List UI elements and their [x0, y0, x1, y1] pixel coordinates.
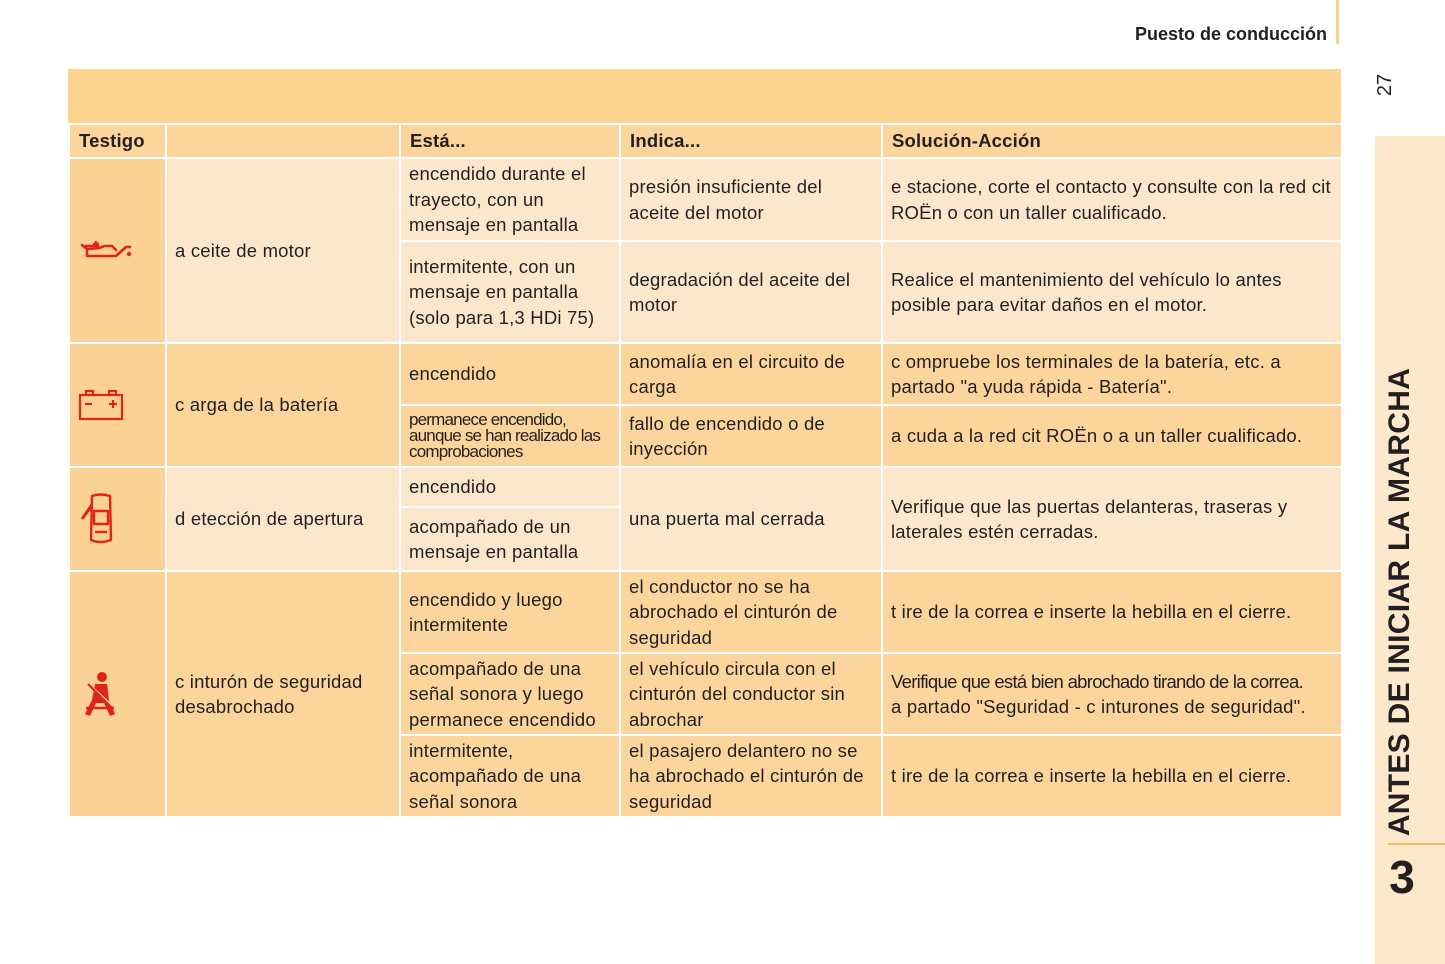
- oil-can-icon: [78, 236, 134, 266]
- door-indica: una puerta mal cerrada: [620, 467, 882, 571]
- oil-indica-2: degradación del aceite del motor: [620, 241, 882, 343]
- battery-indica-2: fallo de encendido o de inyección: [620, 405, 882, 467]
- table-row: [69, 343, 1342, 405]
- door-solucion: Verifique que las puertas delanteras, traseras y laterales estén cerradas.: [882, 467, 1342, 571]
- column-header-testigo: Testigo: [69, 124, 166, 158]
- column-header-esta: Está...: [400, 124, 620, 158]
- column-header-name: [166, 124, 400, 158]
- seatbelt-solucion-2-line-2: a partado "Seguridad - c inturones de seguridad".: [891, 696, 1306, 717]
- chapter-rule: [1388, 843, 1445, 845]
- door-esta-1: encendido: [400, 467, 620, 507]
- oil-esta-2: intermitente, con un mensaje en pantalla (solo para 1,3 HDi 75): [400, 241, 620, 343]
- oil-solucion-1: e stacione, corte el contacto y consulte con la red cit ROËn o con un taller cualificado.: [882, 158, 1342, 241]
- oil-warning-name: a ceite de motor: [166, 158, 400, 343]
- door-warning-name: d etección de apertura: [166, 467, 400, 571]
- seatbelt-solucion-1: t ire de la correa e inserte la hebilla en el cierre.: [882, 571, 1342, 653]
- seatbelt-solucion-2-line-1: Verifique que está bien abrochado tirando de la correa.: [891, 670, 1303, 692]
- seatbelt-indica-2: el vehículo circula con el cinturón del conductor sin abrochar: [620, 653, 882, 735]
- section-title: Puesto de conducción: [1134, 24, 1327, 44]
- table-row: [69, 571, 1342, 653]
- battery-warning-name: c arga de la batería: [166, 343, 400, 467]
- seatbelt-indica-1: el conductor no se ha abrochado el cinturón de seguridad: [620, 571, 882, 653]
- seatbelt-solucion-3: t ire de la correa e inserte la hebilla en el cierre.: [882, 735, 1342, 817]
- table-row: [69, 467, 1342, 507]
- seatbelt-warning-cell: [69, 571, 166, 817]
- table-top-band: [68, 69, 1341, 123]
- seatbelt-esta-2: acompañado de una señal sonora y luego permanece encendido: [400, 653, 620, 735]
- battery-esta-2: permanece encendido, aunque se han realizado las comprobaciones: [400, 405, 620, 467]
- seatbelt-indica-3: el pasajero delantero no se ha abrochado el cinturón de seguridad: [620, 735, 882, 817]
- battery-warning-cell: [69, 343, 166, 467]
- seat-belt-icon: [78, 670, 122, 718]
- seatbelt-solucion-2: [882, 653, 1342, 735]
- column-header-solucion: Solución-Acción: [882, 124, 1342, 158]
- seatbelt-esta-3: intermitente, acompañado de una señal sonora: [400, 735, 620, 817]
- battery-indica-1: anomalía en el circuito de carga: [620, 343, 882, 405]
- chapter-number: 3: [1389, 851, 1415, 903]
- table-header-row: [69, 124, 1342, 158]
- oil-esta-1: encendido durante el trayecto, con un mensaje en pantalla: [400, 158, 620, 241]
- warning-lights-table: [68, 123, 1343, 818]
- column-header-indica: Indica...: [620, 124, 882, 158]
- battery-icon: [78, 389, 124, 421]
- chapter-title: ANTES DE INICIAR LA MARCHA: [1383, 367, 1416, 837]
- battery-esta-1: encendido: [400, 343, 620, 405]
- header-rule: [1336, 0, 1339, 44]
- battery-solucion-2: a cuda a la red cit ROËn o a un taller cualificado.: [882, 405, 1342, 467]
- oil-indica-1: presión insuficiente del aceite del motor: [620, 158, 882, 241]
- battery-solucion-1: c ompruebe los terminales de la batería, etc. a partado "a yuda rápida - Batería".: [882, 343, 1342, 405]
- door-esta-2: acompañado de un mensaje en pantalla: [400, 507, 620, 571]
- oil-warning-cell: [69, 158, 166, 343]
- open-door-icon: [78, 492, 118, 546]
- seatbelt-esta-1: encendido y luego intermitente: [400, 571, 620, 653]
- seatbelt-warning-name: c inturón de seguridad desabrochado: [166, 571, 400, 817]
- door-warning-cell: [69, 467, 166, 571]
- oil-solucion-2: Realice el mantenimiento del vehículo lo antes posible para evitar daños en el motor.: [882, 241, 1342, 343]
- table-row: [69, 158, 1342, 241]
- page-number: 27: [1374, 73, 1396, 97]
